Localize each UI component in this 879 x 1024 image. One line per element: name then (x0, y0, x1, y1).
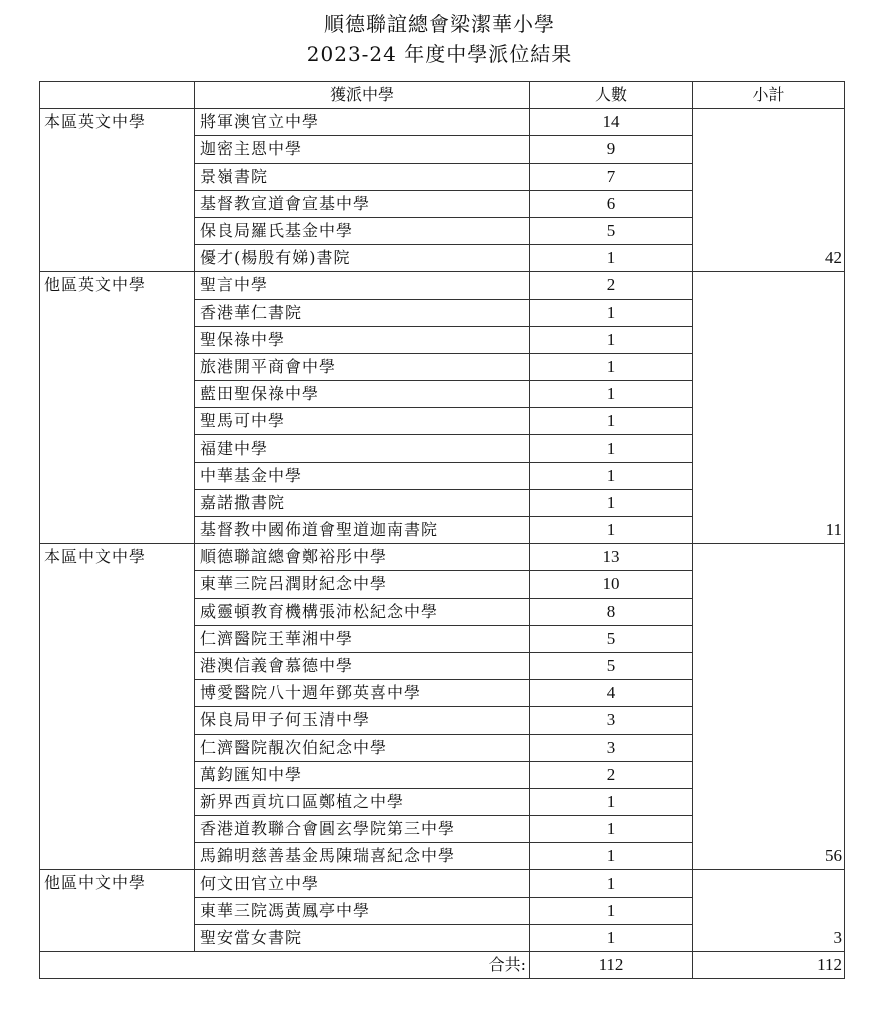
subtotal-cell: 11 (693, 272, 845, 544)
school-name: 保良局甲子何玉清中學 (195, 707, 530, 734)
school-name: 聖安當女書院 (195, 924, 530, 951)
school-name: 基督教中國佈道會聖道迦南書院 (195, 517, 530, 544)
school-name: 東華三院呂潤財紀念中學 (195, 571, 530, 598)
school-count: 1 (530, 843, 693, 870)
document-title: 順德聯誼總會梁潔華小學 (324, 12, 555, 36)
school-count: 3 (530, 734, 693, 761)
school-name: 保良局羅氏基金中學 (195, 217, 530, 244)
category-cell: 本區中文中學 (40, 544, 195, 870)
school-name: 港澳信義會慕德中學 (195, 652, 530, 679)
school-name: 何文田官立中學 (195, 870, 530, 897)
school-name: 聖馬可中學 (195, 408, 530, 435)
category-cell: 他區中文中學 (40, 870, 195, 952)
table-row (40, 272, 845, 299)
table-row (40, 109, 845, 136)
header-count: 人數 (530, 82, 693, 109)
school-count: 1 (530, 381, 693, 408)
school-name: 嘉諾撒書院 (195, 489, 530, 516)
school-name: 聖言中學 (195, 272, 530, 299)
school-name: 聖保祿中學 (195, 326, 530, 353)
table-body (40, 109, 845, 952)
school-name: 東華三院馮黃鳳亭中學 (195, 897, 530, 924)
school-name: 基督教宣道會宣基中學 (195, 190, 530, 217)
total-label: 合共: (40, 952, 530, 979)
school-name: 博愛醫院八十週年鄧英喜中學 (195, 680, 530, 707)
school-count: 1 (530, 245, 693, 272)
subtotal-cell: 3 (693, 870, 845, 952)
header-category (40, 82, 195, 109)
school-count: 1 (530, 489, 693, 516)
school-name: 威靈頓教育機構張沛松紀念中學 (195, 598, 530, 625)
document-subtitle: 2023-24 年度中學派位結果 (306, 42, 573, 66)
school-count: 1 (530, 435, 693, 462)
total-subtotal: 112 (693, 952, 845, 979)
school-count: 9 (530, 136, 693, 163)
school-count: 1 (530, 408, 693, 435)
school-count: 1 (530, 897, 693, 924)
school-name: 中華基金中學 (195, 462, 530, 489)
school-count: 6 (530, 190, 693, 217)
total-row (40, 952, 845, 979)
school-count: 1 (530, 517, 693, 544)
school-name: 將軍澳官立中學 (195, 109, 530, 136)
school-count: 1 (530, 299, 693, 326)
school-count: 1 (530, 924, 693, 951)
school-name: 優才(楊殷有娣)書院 (195, 245, 530, 272)
school-count: 1 (530, 870, 693, 897)
school-name: 仁濟醫院靚次伯紀念中學 (195, 734, 530, 761)
school-name: 順德聯誼總會鄭裕彤中學 (195, 544, 530, 571)
school-count: 1 (530, 788, 693, 815)
category-cell: 他區英文中學 (40, 272, 195, 544)
school-count: 2 (530, 272, 693, 299)
school-count: 10 (530, 571, 693, 598)
school-count: 7 (530, 163, 693, 190)
school-name: 旅港開平商會中學 (195, 353, 530, 380)
header-subtotal: 小計 (693, 82, 845, 109)
school-count: 5 (530, 217, 693, 244)
subtotal-cell: 42 (693, 109, 845, 272)
school-name: 香港華仁書院 (195, 299, 530, 326)
school-count: 4 (530, 680, 693, 707)
school-name: 藍田聖保祿中學 (195, 381, 530, 408)
header-row (40, 82, 845, 109)
school-name: 萬鈞匯知中學 (195, 761, 530, 788)
header-school: 獲派中學 (195, 82, 530, 109)
school-name: 福建中學 (195, 435, 530, 462)
total-count: 112 (530, 952, 693, 979)
school-count: 3 (530, 707, 693, 734)
school-count: 1 (530, 462, 693, 489)
school-name: 景嶺書院 (195, 163, 530, 190)
school-count: 1 (530, 326, 693, 353)
table-row (40, 870, 845, 897)
table-row (40, 544, 845, 571)
school-count: 1 (530, 353, 693, 380)
school-name: 馬錦明慈善基金馬陳瑞喜紀念中學 (195, 843, 530, 870)
school-count: 2 (530, 761, 693, 788)
school-name: 迦密主恩中學 (195, 136, 530, 163)
school-count: 8 (530, 598, 693, 625)
school-count: 13 (530, 544, 693, 571)
school-count: 5 (530, 625, 693, 652)
category-cell: 本區英文中學 (40, 109, 195, 272)
school-name: 仁濟醫院王華湘中學 (195, 625, 530, 652)
allocation-table (39, 81, 845, 979)
school-name: 新界西貢坑口區鄭植之中學 (195, 788, 530, 815)
school-count: 5 (530, 652, 693, 679)
school-count: 14 (530, 109, 693, 136)
subtotal-cell: 56 (693, 544, 845, 870)
school-count: 1 (530, 816, 693, 843)
school-name: 香港道教聯合會圓玄學院第三中學 (195, 816, 530, 843)
